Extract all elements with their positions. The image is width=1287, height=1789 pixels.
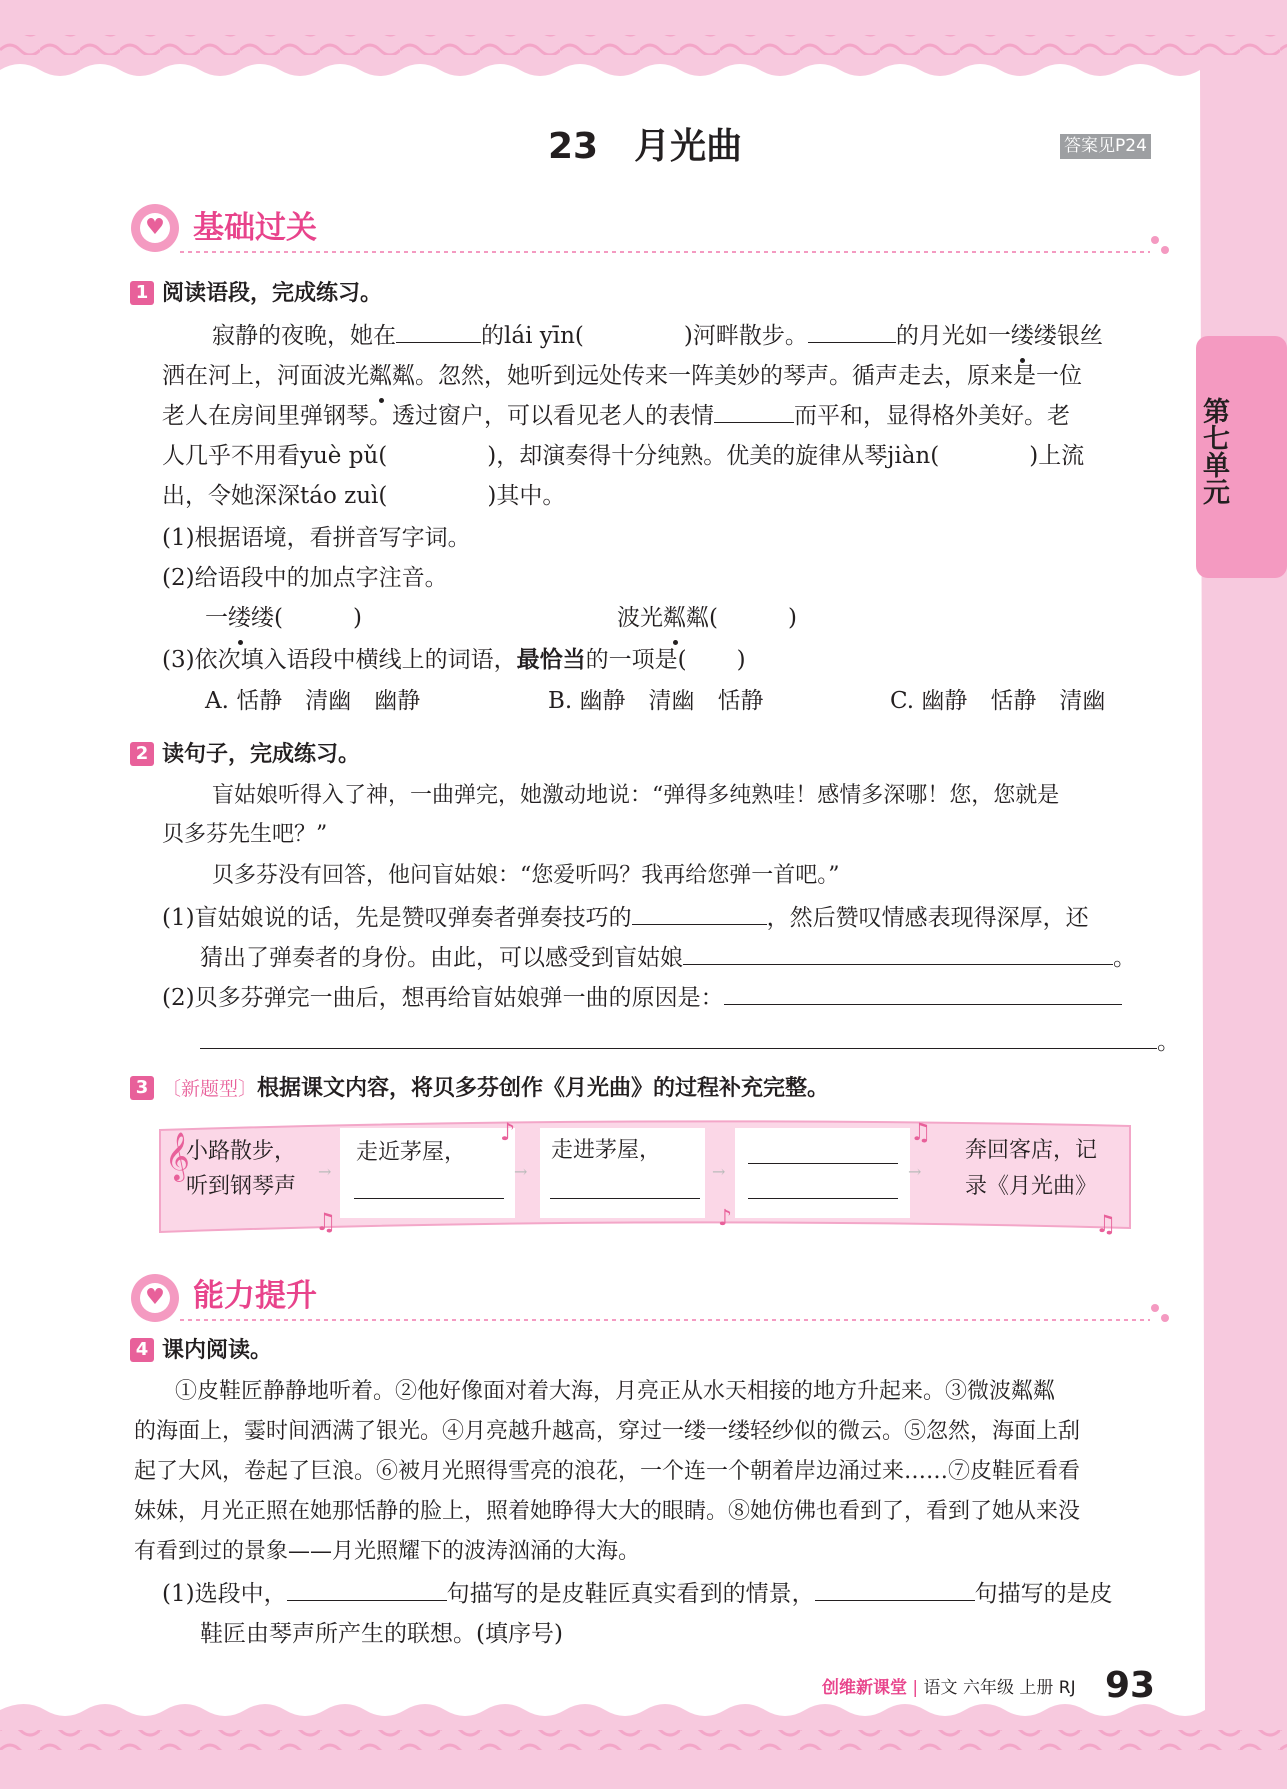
q2-number: 2 <box>130 742 154 766</box>
answer-reference-badge: 答案见P24 <box>1060 134 1151 159</box>
q2-sentence-2: 贝多芬先生吧？” <box>162 822 328 847</box>
flow-step-1-line-2: 听到钢琴声 <box>186 1174 297 1199</box>
flow-blank-1[interactable] <box>354 1198 504 1199</box>
flow-arrow-2: → <box>514 1162 528 1181</box>
q4-reading-line-1: ①皮鞋匠静静地听着。②他好像面对着大海，月亮正从水天相接的地方升起来。③微波粼粼 <box>175 1379 1056 1404</box>
side-tab-label: 第七单元 <box>1198 397 1229 505</box>
flow-blank-3[interactable] <box>748 1163 898 1164</box>
q1-sub1: (1)根据语境，看拼音写字词。 <box>162 525 471 551</box>
q2-heading <box>130 738 360 772</box>
q4-reading-line-4: 妹妹，月光正照在她那恬静的脸上，照着她睁得大大的眼睛。⑧她仿佛也看到了，看到了她从来没 <box>134 1499 1081 1524</box>
q4-title: 课内阅读。 <box>162 1338 273 1363</box>
flow-step-1-line-1: 小路散步， <box>186 1139 297 1164</box>
q1-para-line-5: 出，令她深深táo zuì( )其中。 <box>162 483 566 509</box>
q2-sub2-line-1: (2)贝多芬弹完一曲后，想再给盲姑娘弹一曲的原因是： <box>162 978 1122 1018</box>
q1-number: 1 <box>130 281 154 305</box>
flow-step-4-line-1: 奔回客店，记 <box>965 1138 1098 1163</box>
q1-blank-3[interactable] <box>714 396 794 423</box>
flow-step-3: 走进茅屋， <box>551 1138 662 1163</box>
q1-sub3: (3)依次填入语段中横线上的词语，最恰当的一项是( ) <box>162 647 746 673</box>
q2-sentence-1: 盲姑娘听得入了神，一曲弹完，她激动地说：“弹得多纯熟哇！感情多深哪！您，您就是 <box>212 783 1060 808</box>
footer-separator: | <box>912 1678 919 1698</box>
svg-text:♫: ♫ <box>315 1208 337 1236</box>
q4-sub1-line-2: 鞋匠由琴声所产生的联想。(填序号) <box>200 1621 563 1647</box>
section-title-advanced: 能力提升 <box>193 1278 317 1314</box>
q1-sub2-item-a: 一缕缕( ) <box>205 598 362 638</box>
q2-sub2-line-2: 。 <box>200 1022 1180 1062</box>
q2-sub1-line-1: (1)盲姑娘说的话，先是赞叹弹奏者弹奏技巧的 ，然后赞叹情感表现得深厚，还 <box>162 898 1089 938</box>
q2-blank-1[interactable] <box>632 898 767 925</box>
page-title: 23 月光曲 <box>548 126 743 167</box>
q1-para-line-2: 洒在河上，河面波光粼粼。忽然，她听到远处传来一阵美妙的琴声。循声走去，原来是一位 <box>162 356 1082 396</box>
q1-heading <box>130 277 382 311</box>
q2-blank-2[interactable] <box>683 938 1113 965</box>
footer-brand: 创维新课堂 <box>822 1678 907 1698</box>
q1-blank-1[interactable] <box>396 316 481 343</box>
footer <box>822 1664 1155 1710</box>
page-number: 93 <box>1105 1665 1156 1706</box>
flow-step-2: 走近茅屋， <box>356 1140 467 1165</box>
q4-number: 4 <box>130 1338 154 1362</box>
svg-text:♪: ♪ <box>500 1118 516 1146</box>
q1-para-line-1: 寂静的夜晚，她在 的lái yīn( )河畔散步。 的月光如一缕缕银丝 <box>212 316 1103 356</box>
q4-reading-line-3: 起了大风，卷起了巨浪。⑥被月光照得雪亮的浪花，一个连一个朝着岸边涌过来……⑦皮鞋匠看看 <box>134 1459 1081 1484</box>
svg-text:𝄞: 𝄞 <box>165 1131 190 1180</box>
q4-heading <box>130 1334 272 1368</box>
section-icon-advanced: ♥ <box>145 1285 165 1310</box>
q4-reading-line-5: 有看到过的景象——月光照耀下的波涛汹涌的大海。 <box>134 1539 641 1564</box>
q3-title: 根据课文内容，将贝多芬创作《月光曲》的过程补充完整。 <box>257 1076 830 1101</box>
q1-option-c[interactable]: C. 幽静 恬静 清幽 <box>890 688 1106 714</box>
q1-para-line-3: 老人在房间里弹钢琴。透过窗户，可以看见老人的表情 而平和，显得格外美好。老 <box>162 396 1070 436</box>
footer-info: 语文 六年级 上册 RJ <box>923 1678 1076 1698</box>
svg-text:♪: ♪ <box>718 1206 733 1231</box>
flow-arrow-1: → <box>318 1162 332 1181</box>
q4-blank-1[interactable] <box>287 1574 447 1601</box>
q1-blank-2[interactable] <box>808 316 896 343</box>
section-title-basic: 基础过关 <box>193 210 317 246</box>
q3-tag: 〔新题型〕 <box>162 1078 258 1100</box>
flow-arrow-4: → <box>908 1162 922 1181</box>
q4-sub1-line-1: (1)选段中， 句描写的是皮鞋匠真实看到的情景， 句描写的是皮 <box>162 1574 1113 1614</box>
q1-para-line-4: 人几乎不用看yuè pǔ( )，却演奏得十分纯熟。优美的旋律从琴jiàn( )上流 <box>162 443 1085 469</box>
q3-number: 3 <box>130 1076 154 1100</box>
section-icon-basic: ♥ <box>145 215 165 240</box>
svg-text:♫: ♫ <box>1095 1210 1117 1238</box>
q2-sub1-line-2: 猜出了弹奏者的身份。由此，可以感受到盲姑娘 。 <box>200 938 1136 978</box>
q2-title: 读句子，完成练习。 <box>162 742 361 767</box>
q2-blank-3[interactable] <box>724 978 1122 1005</box>
svg-text:♫: ♫ <box>910 1118 932 1146</box>
flow-blank-2[interactable] <box>550 1198 700 1199</box>
q2-sentence-3: 贝多芬没有回答，他问盲姑娘：“您爱听吗？我再给您弹一首吧。” <box>212 863 840 888</box>
q1-title: 阅读语段，完成练习。 <box>162 281 383 306</box>
q3-heading <box>130 1072 829 1106</box>
flow-arrow-3: → <box>712 1162 726 1181</box>
q4-blank-2[interactable] <box>815 1574 975 1601</box>
q1-option-a[interactable]: A. 恬静 清幽 幽静 <box>205 688 421 714</box>
q4-reading-line-2: 的海面上，霎时间洒满了银光。④月亮越升越高，穿过一缕一缕轻纱似的微云。⑤忽然，海面上刮 <box>134 1419 1081 1444</box>
flow-blank-4[interactable] <box>748 1198 898 1199</box>
q1-option-b[interactable]: B. 幽静 清幽 恬静 <box>548 688 764 714</box>
flow-step-4-line-2: 录《月光曲》 <box>965 1174 1098 1199</box>
q2-blank-4[interactable] <box>200 1022 1157 1049</box>
q1-sub2-item-b: 波光粼粼( ) <box>617 598 797 638</box>
q1-sub2: (2)给语段中的加点字注音。 <box>162 565 448 591</box>
